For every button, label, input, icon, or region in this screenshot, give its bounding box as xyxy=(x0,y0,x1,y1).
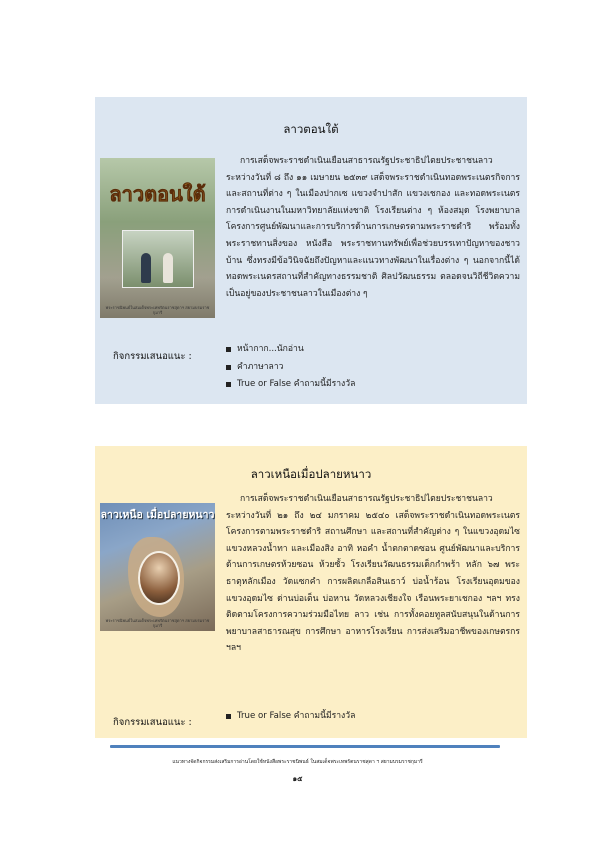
cover-photo xyxy=(122,230,194,288)
list-item: True or False คำถามนี้มีรางวัล xyxy=(226,708,355,726)
list-item: คำภาษาลาว xyxy=(226,359,355,377)
cover-title: ลาวตอนใต้ xyxy=(109,182,206,206)
section-description xyxy=(226,153,520,302)
bullet-icon xyxy=(226,714,231,719)
activity-label: กิจกรรมเสนอแนะ : xyxy=(113,351,192,362)
cover-title: ลาวเหนือ เมื่อปลายหนาว xyxy=(100,509,215,521)
section-description xyxy=(226,491,520,657)
description-text: การเสด็จพระราชดำเนินเยือนสาธารณรัฐประชาธิปไตยประชาชนลาว ระหว่างวันที่ ๘ ถึง ๑๑ เมษายน ๒๕๓๙ เสด็จพระราชดำเนินทอดพระเนตรกิจการและสถานที่ต่าง ๆ ในเมืองปากเซ แขวงจำปาสัก แขวงเชกอง และทอดพระเนตรการดำเนินงานในมหาวิทยาลัยแห่งชาติ โรงเรียนต่าง ๆ ห้องสมุด โรงพยาบาล โครงการศูนย์พัฒนาและการบริการด้านการเกษตรตามพระราชดำริ พร้อมทั้งพระราชทานสิ่งของ หนังสือ พระราชทานทรัพย์เพื่อช่วยบรรเทาปัญหาของชาวบ้าน ซึ่งทรงมีข้อวินิจฉัยถึงปัญหาและแนวทางพัฒนาในเรื่องต่าง ๆ นอกจากนี้ได้ทอดพระเนตรสถานที่สำคัญทางธรรมชาติ ศิลปวัฒนธรรม ตลอดจนวิถีชีวิตความเป็นอยู่ของประชาชนลาวในเมืองต่าง ๆ xyxy=(226,156,520,299)
section-title: ลาวเหนือเมื่อปลายหนาว xyxy=(250,467,372,481)
book-cover-image xyxy=(100,503,215,631)
page-footer: แนวทางจัดกิจกรรมส่งเสริมการอ่านโดยใช้หนังสือพระราชนิพนธ์ ในสมเด็จพระเทพรัตนราชสุดา ฯ สยามบรมราชกุมารี xyxy=(172,759,423,765)
cover-photo xyxy=(138,551,180,605)
bullet-icon xyxy=(226,382,231,387)
footer-rule xyxy=(110,745,500,748)
cover-footer: พระราชนิพนธ์ในสมเด็จพระเทพรัตนราชสุดาฯ สยามบรมราชกุมารี xyxy=(105,305,210,315)
activity-list xyxy=(226,341,355,394)
person-figure xyxy=(163,253,173,283)
book-section-lao-north xyxy=(95,446,527,738)
activity-label: กิจกรรมเสนอแนะ : xyxy=(113,717,192,728)
page-number: ๑๕ xyxy=(292,775,303,783)
cover-footer: พระราชนิพนธ์ในสมเด็จพระเทพรัตนราชสุดาฯ สยามบรมราชกุมารี xyxy=(105,618,210,628)
description-text: การเสด็จพระราชดำเนินเยือนสาธารณรัฐประชาธิปไตยประชาชนลาว ระหว่างวันที่ ๒๑ ถึง ๒๔ มกราคม ๒๕๔๐ เสด็จพระราชดำเนินทอดพระเนตรโครงการตามพระราชดำริ สถานศึกษา และสถานที่สำคัญต่าง ๆ ในแขวงอุดมไซ แขวงหลวงน้ำทา และเมืองสิง อาทิ หอคำ น้ำตกตาดซอน ศูนย์พัฒนาและบริการด้านการเกษตรห้วยซอน ห้วยซั้ว โรงเรียนวัฒนธรรมเด็กกำพร้า หลัก ๖๗ พระธาตุหลักเมือง วัดแซกคำ การผลิตเกลือสินเธาว์ บ่อน้ำร้อน โรงเรียนอุดมของแขวงอุดมไซ ด่านบ่อเต็น บ่อหาน วัดหลวงเชียงใจ เรือนพระยาเชกอง ฯลฯ ทรงติดตามโครงการความร่วมมือไทย ลาว เช่น การทั้งคอยทูลสนับสนุนในด้านการพยาบาลสาธารณสุข การศึกษา อาหารโรงเรียน การส่งเสริมอาชีพของเกษตรกร ฯลฯ xyxy=(226,494,520,654)
bullet-icon xyxy=(226,347,231,352)
section-title: ลาวตอนใต้ xyxy=(283,122,339,136)
book-section-lao-south xyxy=(95,97,527,404)
bullet-icon xyxy=(226,365,231,370)
activity-list xyxy=(226,708,355,726)
person-figure xyxy=(141,253,151,283)
list-item: True or False คำถามนี้มีรางวัล xyxy=(226,376,355,394)
list-item: หน้ากาก...นักอ่าน xyxy=(226,341,355,359)
book-cover-image xyxy=(100,158,215,318)
